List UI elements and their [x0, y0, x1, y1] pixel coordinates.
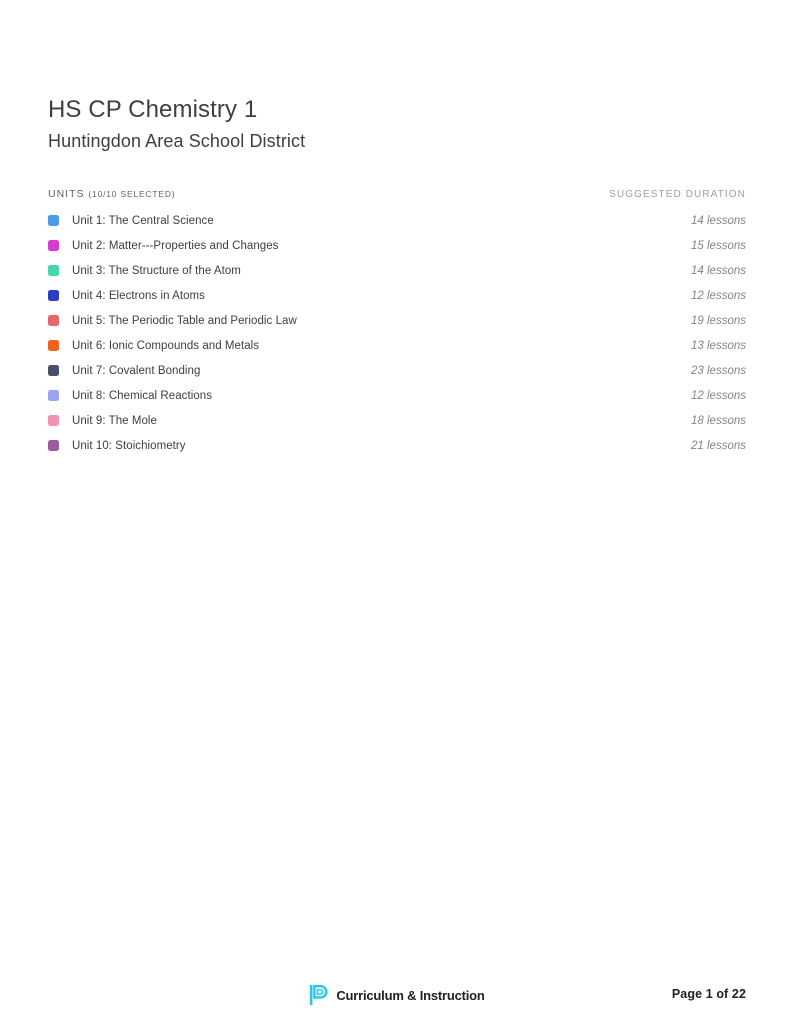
unit-row[interactable] [48, 308, 746, 333]
brand-logo [309, 984, 484, 1006]
unit-label: Unit 2: Matter---Properties and Changes [72, 239, 279, 252]
unit-label: Unit 3: The Structure of the Atom [72, 264, 241, 277]
units-table-header [48, 188, 746, 200]
units-selected-count: (10/10 SELECTED) [88, 189, 176, 199]
unit-duration: 19 lessons [691, 314, 746, 327]
unit-color-swatch [48, 390, 59, 401]
unit-color-swatch [48, 440, 59, 451]
unit-duration: 12 lessons [691, 289, 746, 302]
unit-duration: 18 lessons [691, 414, 746, 427]
unit-duration: 15 lessons [691, 239, 746, 252]
unit-row[interactable] [48, 233, 746, 258]
unit-row[interactable] [48, 433, 746, 458]
unit-color-swatch [48, 415, 59, 426]
unit-row[interactable] [48, 283, 746, 308]
curriculum-p-logo-icon [309, 984, 329, 1006]
unit-color-swatch [48, 265, 59, 276]
unit-color-swatch [48, 365, 59, 376]
unit-duration: 21 lessons [691, 439, 746, 452]
unit-label: Unit 6: Ionic Compounds and Metals [72, 339, 260, 352]
page-footer [48, 984, 746, 1012]
unit-duration: 23 lessons [691, 364, 746, 377]
unit-duration: 14 lessons [691, 264, 746, 277]
unit-row[interactable] [48, 208, 746, 233]
unit-label: Unit 7: Covalent Bonding [72, 364, 201, 377]
page-title: HS CP Chemistry 1 [48, 96, 258, 123]
unit-label: Unit 4: Electrons in Atoms [72, 289, 205, 302]
unit-row[interactable] [48, 383, 746, 408]
unit-color-swatch [48, 240, 59, 251]
unit-row[interactable] [48, 358, 746, 383]
units-list [48, 208, 746, 458]
unit-label: Unit 1: The Central Science [72, 214, 214, 227]
unit-duration: 14 lessons [691, 214, 746, 227]
column-header-duration: SUGGESTED DURATION [609, 189, 746, 200]
unit-duration: 12 lessons [691, 389, 746, 402]
unit-label: Unit 5: The Periodic Table and Periodic Law [72, 314, 297, 327]
column-header-units [48, 188, 175, 200]
unit-color-swatch [48, 340, 59, 351]
unit-color-swatch [48, 315, 59, 326]
brand-name: Curriculum & Instruction [336, 987, 485, 1003]
unit-label: Unit 10: Stoichiometry [72, 439, 186, 452]
unit-row[interactable] [48, 258, 746, 283]
page-subtitle: Huntingdon Area School District [48, 131, 306, 151]
unit-duration: 13 lessons [691, 339, 746, 352]
column-header-units-label: UNITS [48, 188, 85, 200]
unit-label: Unit 9: The Mole [72, 414, 157, 427]
unit-row[interactable] [48, 333, 746, 358]
page-number: Page 1 of 22 [671, 987, 746, 1001]
unit-color-swatch [48, 290, 59, 301]
unit-color-swatch [48, 215, 59, 226]
unit-label: Unit 8: Chemical Reactions [72, 389, 212, 402]
unit-row[interactable] [48, 408, 746, 433]
